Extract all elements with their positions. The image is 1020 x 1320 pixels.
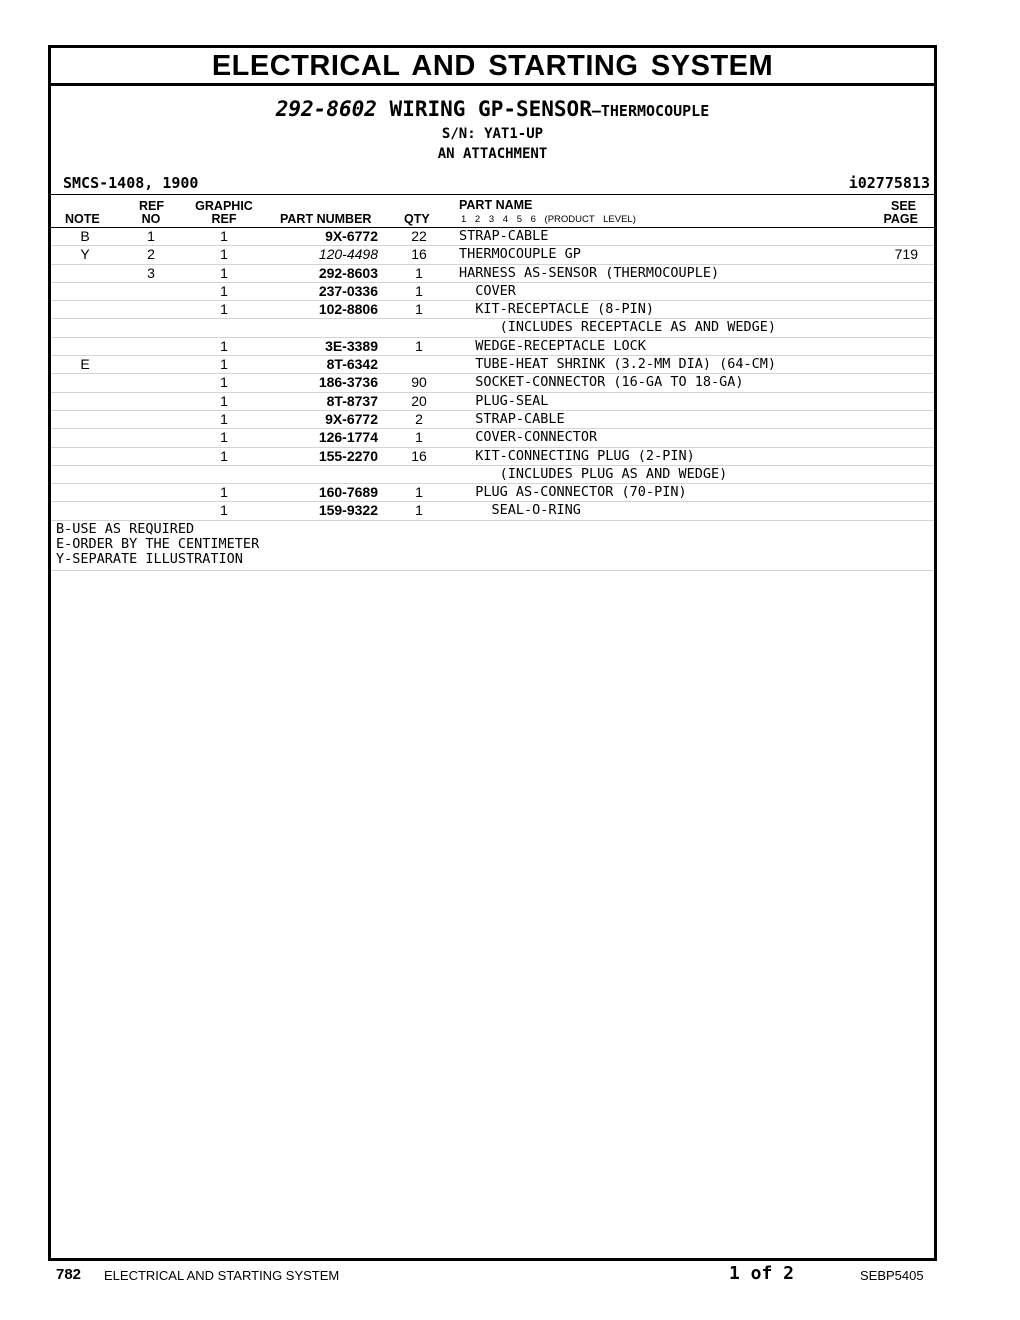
part-name-cell: SOCKET-CONNECTOR (16-GA TO 18-GA) [459, 374, 744, 391]
qty-cell: 1 [415, 264, 423, 281]
illustration-ref: i02775813 [848, 174, 930, 192]
page-footer [0, 1262, 1020, 1286]
col-graphic-top: GRAPHIC [195, 199, 253, 213]
part-name-cell: TUBE-HEAT SHRINK (3.2-MM DIA) (64-CM) [459, 356, 776, 373]
graphic-ref-cell: 1 [220, 301, 228, 318]
part-name-cell: KIT-CONNECTING PLUG (2-PIN) [459, 447, 695, 464]
note-e: E-ORDER BY THE CENTIMETER [56, 536, 260, 553]
part-number-cell: 9X-6772 [325, 410, 378, 427]
graphic-ref-cell: 1 [220, 264, 228, 281]
part-name-cell: THERMOCOUPLE GP [459, 246, 581, 263]
part-name-cell: (INCLUDES RECEPTACLE AS AND WEDGE) [459, 319, 776, 336]
graphic-ref-cell: 1 [220, 447, 228, 464]
smcs-code: SMCS-1408, 1900 [63, 174, 199, 192]
col-see-top: SEE [890, 199, 916, 213]
table-row [51, 319, 934, 337]
table-row [51, 283, 934, 301]
table-row [51, 466, 934, 484]
part-name-cell: KIT-RECEPTACLE (8-PIN) [459, 301, 655, 318]
col-see-bottom: PAGE [883, 212, 918, 226]
qty-cell: 2 [415, 410, 423, 427]
group-subname: —THERMOCOUPLE [591, 102, 710, 120]
system-title: ELECTRICAL AND STARTING SYSTEM [51, 48, 934, 86]
table-row [51, 265, 934, 283]
part-name-cell: (INCLUDES PLUG AS AND WEDGE) [459, 465, 728, 482]
part-number-cell: 160-7689 [318, 484, 378, 501]
document-id: SEBP5405 [860, 1268, 924, 1283]
part-number-cell: 292-8603 [318, 264, 378, 281]
part-number-cell: 159-9322 [318, 502, 378, 519]
part-number-cell: 8T-8737 [326, 392, 378, 409]
graphic-ref-cell: 1 [220, 282, 228, 299]
table-row [51, 301, 934, 319]
footer-section: ELECTRICAL AND STARTING SYSTEM [104, 1268, 340, 1283]
table-row [51, 502, 934, 520]
part-number-cell: 8T-6342 [326, 356, 378, 373]
group-title [51, 96, 934, 124]
col-note: NOTE [65, 212, 100, 226]
part-name-cell: STRAP-CABLE [459, 410, 565, 427]
qty-cell: 1 [415, 502, 423, 519]
part-number-cell: 9X-6772 [325, 228, 378, 244]
table-row [51, 246, 934, 264]
graphic-ref-cell: 1 [220, 337, 228, 354]
graphic-ref-cell: 1 [220, 392, 228, 409]
serial-number: S/N: YAT1-UP [441, 126, 544, 142]
qty-cell: 16 [411, 447, 427, 464]
table-row [51, 374, 934, 392]
table-row [51, 228, 934, 246]
graphic-ref-cell: 1 [220, 429, 228, 446]
part-number-cell: 186-3736 [318, 374, 378, 391]
part-name-cell: COVER [459, 282, 516, 299]
ref-no-cell: 3 [147, 264, 155, 281]
qty-cell: 90 [411, 374, 427, 391]
qty-cell: 1 [415, 429, 423, 446]
part-name-cell: PLUG-SEAL [459, 392, 549, 409]
part-name-cell: WEDGE-RECEPTACLE LOCK [459, 337, 646, 354]
part-name-cell: STRAP-CABLE [459, 228, 549, 244]
part-name-cell: HARNESS AS-SENSOR (THERMOCOUPLE) [459, 264, 720, 281]
qty-cell: 22 [411, 228, 427, 244]
page-number: 782 [56, 1266, 82, 1283]
ref-no-cell: 1 [147, 228, 155, 244]
table-row [51, 338, 934, 356]
part-number-cell: 120-4498 [318, 246, 378, 263]
table-row [51, 484, 934, 502]
smcs-row [51, 170, 934, 194]
col-graphic-bottom: REF [211, 212, 237, 226]
qty-cell: 1 [415, 484, 423, 501]
graphic-ref-cell: 1 [220, 246, 228, 263]
part-number-cell: 126-1774 [318, 429, 378, 446]
qty-cell: 1 [415, 337, 423, 354]
col-ref-bottom: NO [141, 212, 161, 226]
page-of: 1 of 2 [729, 1263, 795, 1284]
note-cell: E [80, 356, 90, 373]
group-name: WIRING GP-SENSOR [389, 97, 592, 121]
col-qty: QTY [404, 212, 430, 226]
qty-cell: 1 [415, 301, 423, 318]
part-name-cell: COVER-CONNECTOR [459, 429, 598, 446]
graphic-ref-cell: 1 [220, 374, 228, 391]
group-number: 292-8602 [275, 97, 377, 121]
note-cell: B [80, 228, 90, 244]
attachment-label: AN ATTACHMENT [437, 146, 548, 162]
table-row [51, 448, 934, 466]
part-number-cell: 102-8806 [318, 301, 378, 318]
qty-cell: 1 [415, 282, 423, 299]
table-row [51, 411, 934, 429]
parts-table [51, 228, 934, 521]
notes-legend [51, 521, 934, 571]
part-number-cell: 155-2270 [318, 447, 378, 464]
graphic-ref-cell: 1 [220, 502, 228, 519]
col-ref-top: REF [139, 199, 164, 213]
graphic-ref-cell: 1 [220, 356, 228, 373]
table-row [51, 393, 934, 411]
column-header [51, 194, 934, 228]
qty-cell: 16 [411, 246, 427, 263]
part-name-cell: PLUG AS-CONNECTOR (70-PIN) [459, 484, 687, 501]
part-name-cell: SEAL-O-RING [459, 502, 581, 519]
part-number-cell: 3E-3389 [325, 337, 378, 354]
col-part-name: PART NAME [459, 198, 533, 212]
col-part-number: PART NUMBER [280, 212, 372, 226]
note-cell: Y [80, 246, 90, 263]
graphic-ref-cell: 1 [220, 484, 228, 501]
graphic-ref-cell: 1 [220, 228, 228, 244]
table-row [51, 356, 934, 374]
parts-list-frame [48, 45, 937, 1261]
note-y: Y-SEPARATE ILLUSTRATION [56, 551, 243, 568]
see-page-cell: 719 [894, 246, 918, 263]
table-row [51, 429, 934, 447]
part-number-cell: 237-0336 [318, 282, 378, 299]
col-product-level: 1 2 3 4 5 6 (PRODUCT LEVEL) [461, 214, 636, 225]
note-b: B-USE AS REQUIRED [56, 520, 195, 537]
ref-no-cell: 2 [147, 246, 155, 263]
graphic-ref-cell: 1 [220, 410, 228, 427]
qty-cell: 20 [411, 392, 427, 409]
